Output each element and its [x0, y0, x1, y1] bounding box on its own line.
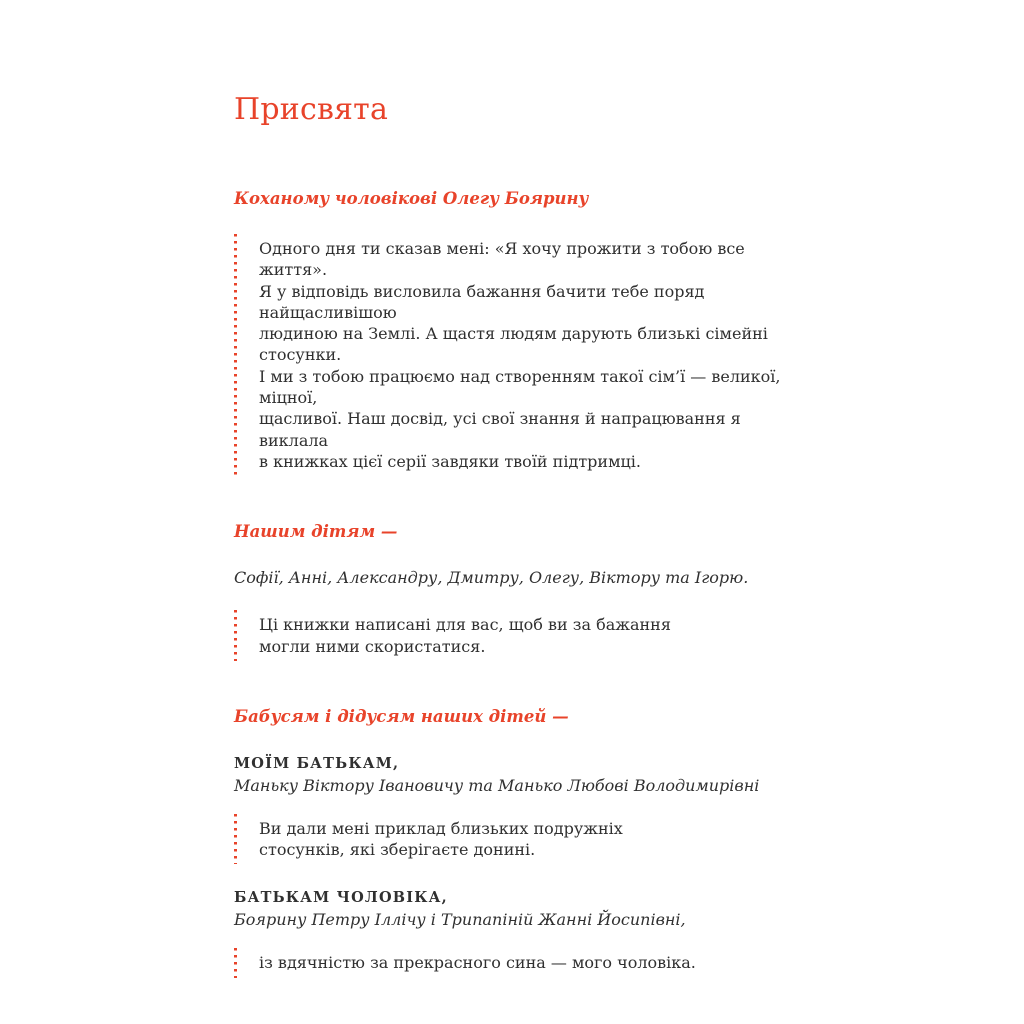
quote-line: Ви дали мені приклад близьких подружніх	[259, 818, 623, 838]
section-husband	[234, 189, 814, 476]
quote-line: Ці книжки написані для вас, щоб ви за бажання	[259, 615, 671, 635]
my-parents-names: Маньку Віктору Івановичу та Манько Любові Володимирівні	[234, 775, 760, 795]
quote-line: із вдячністю за прекрасного сина — мого чоловіка.	[259, 953, 696, 973]
husband-parents-quote	[234, 948, 814, 977]
quote-line: Я у відповідь висловила бажання бачити тебе поряд найщасливішою	[259, 281, 705, 322]
quote-line: Одного дня ти сказав мені: «Я хочу прожити з тобою все життя».	[259, 239, 745, 280]
section-husband-heading: Коханому чоловікові Олегу Боярину	[234, 189, 589, 208]
husband-quote	[234, 234, 814, 476]
quote-line: стосунків, які зберігаєте донині.	[259, 840, 536, 860]
quote-line: в книжках цієї серії завдяки твоїй підтримці.	[259, 451, 642, 471]
my-parents-quote	[234, 814, 814, 865]
children-quote	[234, 610, 814, 661]
page-title: Присвята	[234, 92, 389, 127]
husband-parents-names: Боярину Петру Іллічу і Трипапіній Жанні Йосипівні,	[234, 910, 686, 930]
quote-line: щасливої. Наш досвід, усі свої знання й напрацювання я виклала	[259, 409, 741, 450]
section-grandparents-heading: Бабусям і дідусям наших дітей —	[234, 706, 569, 726]
dedication-page	[234, 92, 814, 978]
section-grandparents	[234, 707, 814, 978]
section-children	[234, 522, 814, 661]
section-children-heading: Нашим дітям —	[234, 522, 398, 542]
husband-parents-label: БАТЬКАМ ЧОЛОВІКА,	[234, 889, 448, 907]
quote-line: І ми з тобою працюємо над створенням такої сім’ї — великої, міцної,	[259, 366, 781, 408]
children-names: Софії, Анні, Александру, Дмитру, Олегу, Віктору та Ігорю.	[234, 568, 749, 588]
my-parents-label: МОЇМ БАТЬКАМ,	[234, 754, 400, 772]
quote-line: могли ними скористатися.	[259, 636, 486, 656]
quote-line: людиною на Землі. А щастя людям дарують близькі сімейні стосунки.	[259, 324, 768, 365]
